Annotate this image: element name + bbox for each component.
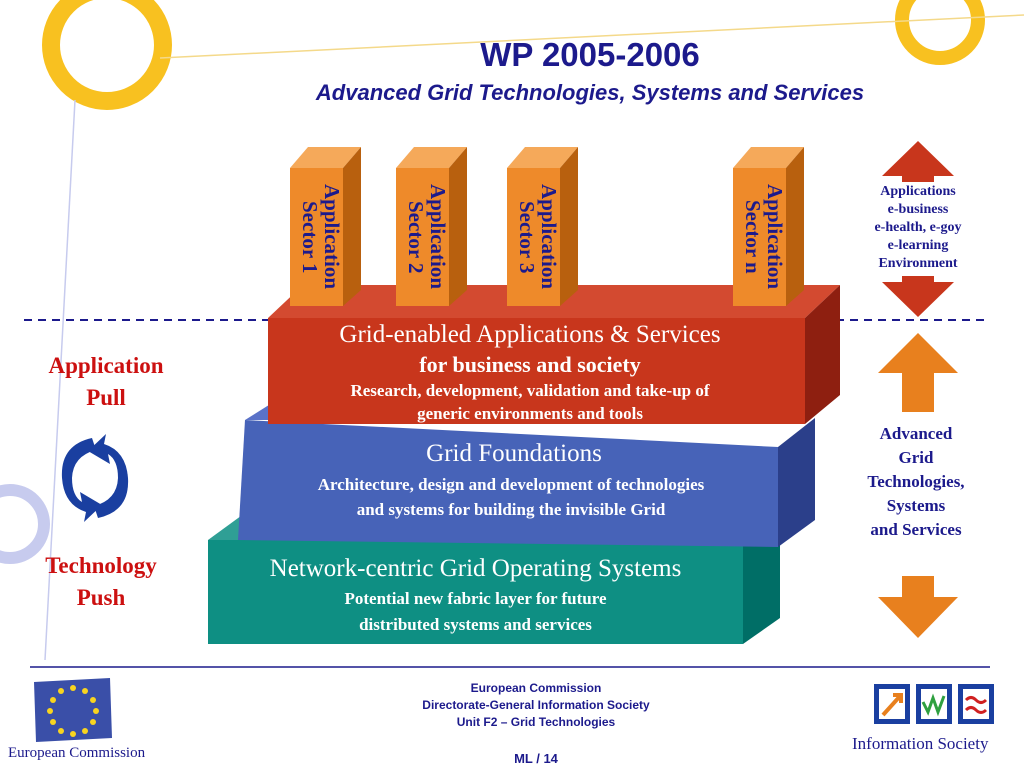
foundations-tier-line1: Architecture, design and development of technologies: [317, 475, 705, 494]
arrow-down-orange-icon: [878, 576, 958, 638]
network-tier-line2: distributed systems and services: [359, 615, 592, 634]
information-society-logo: [872, 680, 998, 732]
cycle-arrows-icon: [62, 434, 128, 522]
ec-logo-label: European Commission: [8, 745, 146, 761]
pillar-1-label: Application Sector 1: [298, 184, 344, 290]
apps-tier-title: Grid-enabled Applications & Services: [339, 321, 721, 348]
technologies-list: Advanced Grid Technologies, Systems and Services: [867, 424, 965, 539]
pillar-3-label: Application Sector 3: [515, 184, 561, 290]
foundations-tier-line2: and systems for building the invisible Grid: [356, 500, 666, 519]
apps-tier-line2: generic environments and tools: [417, 404, 643, 423]
eu-flag-logo: [30, 676, 116, 744]
technology-push-label: Technology Push: [45, 553, 157, 610]
foundations-tier-title: Grid Foundations: [426, 440, 602, 467]
footer-org-line1: European Commission: [470, 681, 602, 695]
arrow-down-red-icon: [882, 276, 954, 317]
is-logo-label: Information Society: [852, 734, 989, 753]
page-subtitle: Advanced Grid Technologies, Systems and Services: [315, 80, 865, 105]
network-tier-title: Network-centric Grid Operating Systems: [269, 555, 682, 582]
apps-tier-subtitle: for business and society: [419, 352, 641, 377]
page-number: ML / 14: [514, 751, 558, 766]
apps-tier-line1: Research, development, validation and take-up of: [350, 381, 710, 400]
pillar-n-label: Application Sector n: [741, 184, 787, 290]
pillar-2-label: Application Sector 2: [404, 184, 450, 290]
arrow-up-orange-icon: [878, 333, 958, 412]
arrow-up-red-icon: [882, 141, 954, 182]
applications-list: Applications e-business e-health, e-goy e-learning Environment: [874, 184, 962, 271]
foundations-tier-side: [778, 418, 815, 547]
footer-org-line2: Directorate-General Information Society: [422, 698, 650, 712]
network-tier-line1: Potential new fabric layer for future: [344, 589, 607, 608]
page-title: WP 2005-2006: [480, 36, 700, 73]
footer-org-line3: Unit F2 – Grid Technologies: [456, 715, 616, 729]
application-pull-label: Application Pull: [48, 353, 164, 410]
